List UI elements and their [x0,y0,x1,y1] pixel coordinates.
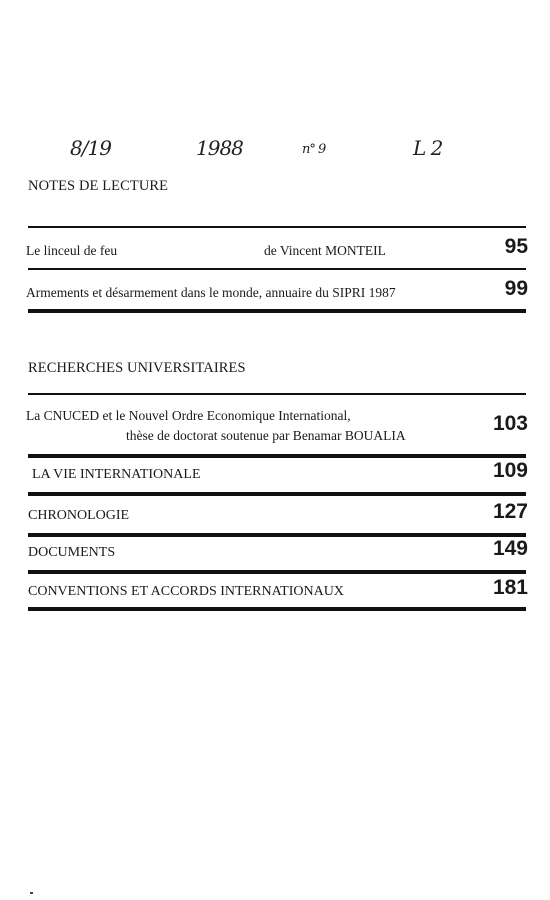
divider [28,454,526,458]
handwritten-note-4: L 2 [413,136,443,160]
divider [28,492,526,496]
entry-title: Armements et désarmement dans le monde, annuaire du SIPRI 1987 [26,285,396,300]
divider [28,607,526,611]
handwritten-note-2: 1988 [196,136,243,160]
section-heading-notes-de-lecture: NOTES DE LECTURE [28,178,169,194]
page-number: 99 [504,277,528,300]
handwritten-note-3: n° 9 [302,142,326,157]
entry-title: La CNUCED et le Nouvel Ordre Economique International, [26,408,351,423]
page-number: 103 [492,412,528,435]
entry-title: DOCUMENTS [28,545,116,560]
page-number: 95 [504,235,528,258]
entry-author: de Vincent MONTEIL [264,243,386,258]
divider [28,226,526,228]
page-number: 127 [492,500,528,523]
entry-subtitle: thèse de doctorat soutenue par Benamar BOUALIA [126,428,406,443]
page-number: 181 [492,576,528,599]
page-number: 149 [492,537,528,560]
divider [28,268,526,270]
divider [28,309,526,313]
page-number: 109 [492,459,528,482]
divider [28,533,526,537]
divider [28,570,526,574]
entry-title: CONVENTIONS ET ACCORDS INTERNATIONAUX [28,584,344,599]
entry-title: CHRONOLOGIE [28,508,130,523]
scan-mark [30,892,33,894]
section-heading-recherches-universitaires: RECHERCHES UNIVERSITAIRES [28,360,246,376]
handwritten-note-1: 8/19 [70,136,111,160]
entry-title: Le linceul de feu [26,243,118,258]
entry-title: LA VIE INTERNATIONALE [32,467,201,482]
divider [28,393,526,395]
